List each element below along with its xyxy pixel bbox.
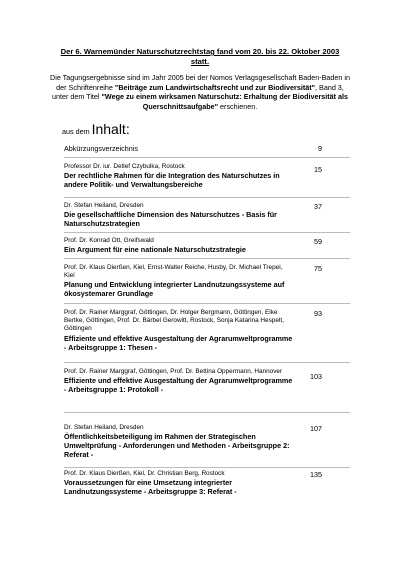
toc-entry-page: 9 — [318, 144, 322, 153]
toc-entry-authors: Prof. Dr. Konrad Ott, Greifswald — [64, 237, 154, 244]
toc-entry — [64, 237, 350, 259]
toc-entry — [64, 424, 350, 468]
toc-heading-main: Inhalt: — [91, 121, 130, 137]
toc-heading — [62, 122, 130, 139]
toc-entry — [64, 368, 350, 413]
toc-entry-page: 93 — [314, 309, 322, 318]
headline-line-2: statt. — [190, 57, 210, 66]
toc-entry-page: 107 — [310, 424, 322, 433]
toc-entry-title: Planung und Entwicklung integrierter Landnutzungssysteme auf ökosystemarer Grundlage — [64, 280, 285, 299]
toc-entry — [64, 202, 350, 233]
toc-entry — [64, 470, 350, 506]
toc-entry-title: Ein Argument für eine nationale Naturschutzstrategie — [64, 245, 246, 255]
intro-text-2: , Band 3, unter dem Titel — [51, 82, 344, 102]
toc-entry — [64, 163, 350, 198]
toc-entry — [64, 309, 350, 363]
toc-entry-page: 37 — [314, 202, 322, 211]
toc-entry-page: 59 — [314, 237, 322, 246]
intro-text-3: erschienen. — [218, 101, 258, 111]
toc-entry-title: Die gesellschaftliche Dimension des Naturschutzes - Basis für Naturschutzstrategien — [64, 210, 277, 229]
toc-entry — [64, 144, 350, 158]
headline-line-1: Der 6. Warnemünder Naturschutzrechtstag fand vom 20. bis 22. Oktober 2003 — [60, 47, 340, 56]
toc-entry-authors: Dr. Stefan Heiland, Dresden — [64, 202, 144, 209]
toc-entry-authors: Prof. Dr. Klaus Dierßen, Kiel, Ernst-Walter Reiche, Husby, Dr. Michael Trepel, Kiel — [64, 264, 283, 280]
toc-entry-authors: Prof. Dr. Rainer Marggraf, Göttingen, Prof. Dr. Bettina Oppermann, Hannover — [64, 368, 283, 375]
toc-entry-authors: Prof. Dr. Rainer Marggraf, Göttingen, Dr. Holger Bergmann, Göttingen, Elke Bertke, Göttingen, Prof. Dr. Bärbel Gerowitt, Rostock, Sonja Katarina Hespelt, Göttingen — [64, 309, 284, 333]
toc-entry-page: 75 — [314, 264, 322, 273]
toc-heading-prefix: aus dem — [62, 127, 92, 136]
toc-entry-page: 135 — [310, 470, 322, 479]
intro-series-name: "Beiträge zum Landwirtschaftsrecht und zur Biodiversität" — [114, 82, 316, 92]
toc-entry-authors: Prof. Dr. Klaus Dierßen, Kiel, Dr. Christian Berg, Rostock — [64, 470, 225, 477]
toc-entry-page: 15 — [314, 165, 322, 174]
toc-entry-title: Voraussetzungen für eine Umsetzung integrierter Landnutzungssysteme - Arbeitsgruppe 3: Referat - — [64, 478, 237, 497]
toc-entry-title: Abkürzungsverzeichnis — [64, 144, 138, 153]
toc-entry-title: Effiziente und effektive Ausgestaltung der Agrarumweltprogramme - Arbeitsgruppe 1: Thesen - — [64, 333, 293, 352]
toc-entry-title: Effiziente und effektive Ausgestaltung der Agrarumweltprogramme - Arbeitsgruppe 1: Protokoll - — [64, 376, 293, 395]
intro-paragraph — [50, 73, 350, 111]
toc-entry-authors: Professor Dr. iur. Detlef Czybulka, Rostock — [64, 163, 185, 170]
toc-entry — [64, 264, 350, 304]
toc-entry-authors: Dr. Stefan Heiland, Dresden — [64, 424, 144, 431]
headline — [40, 47, 360, 67]
intro-text-1: Die Tagungsergebnisse sind im Jahr 2005 bei der Nomos Verlagsgesellschaft Baden-Baden in der Schriftenreihe — [50, 73, 350, 92]
toc-entry-title: Öffentlichkeitsbeteiligung im Rahmen der Strategischen Umweltprüfung - Anforderungen und Methoden - Arbeitsgruppe 2: Referat - — [64, 432, 290, 460]
intro-volume-title: "Wege zu einem wirksamen Naturschutz: Erhaltung der Biodiversität als Querschnittsaufgabe" — [101, 92, 349, 111]
toc-entry-page: 103 — [310, 372, 322, 381]
toc-entry-title: Der rechtliche Rahmen für die Integration des Naturschutzes in andere Politik- und Verwaltungsbereiche — [64, 171, 280, 190]
